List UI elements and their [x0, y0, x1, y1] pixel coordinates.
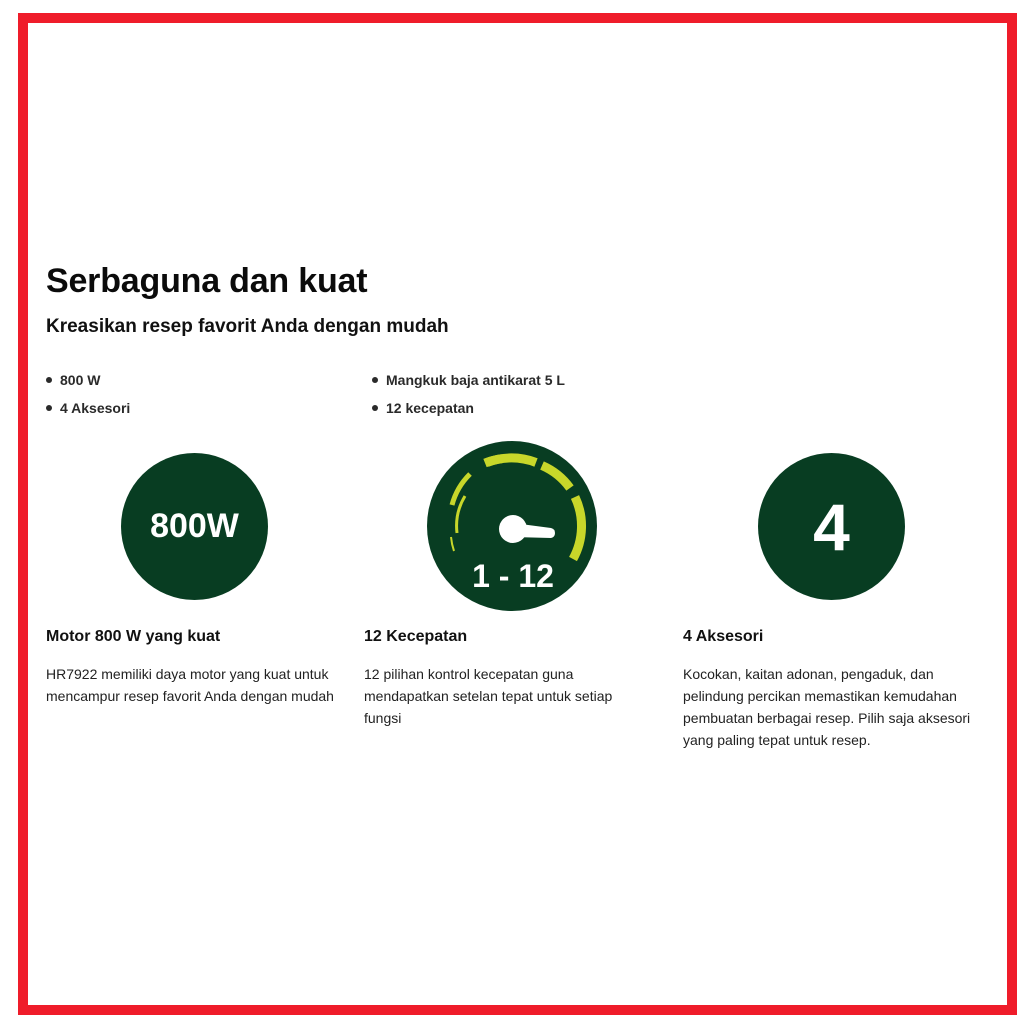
accessory-count: 4	[813, 489, 850, 564]
feature-title: Motor 800 W yang kuat	[46, 628, 221, 645]
bullet-item: 12 kecepatan	[372, 394, 565, 422]
bullet-icon	[46, 377, 52, 383]
bullet-item: 800 W	[46, 366, 130, 394]
accessory-icon	[758, 453, 905, 600]
bullet-list-right	[372, 366, 565, 422]
page-subtitle: Kreasikan resep favorit Anda dengan mudah	[46, 316, 449, 337]
feature-description: Kocokan, kaitan adonan, pengaduk, dan pelindung percikan memastikan kemudahan pembuatan berbagai resep. Pilih saja aksesori yang paling tepat untuk resep.	[683, 666, 971, 748]
feature-power	[46, 628, 346, 707]
feature-title: 4 Aksesori	[683, 628, 764, 645]
speed-label: 1 - 12	[472, 558, 554, 594]
page-title: Serbaguna dan kuat	[46, 262, 368, 300]
gauge-segment	[487, 458, 536, 463]
feature-accessories	[683, 628, 983, 751]
speed-gauge-icon	[427, 441, 597, 611]
bullet-item: Mangkuk baja antikarat 5 L	[372, 366, 565, 394]
bullet-list-left	[46, 366, 130, 422]
bullet-icon	[372, 405, 378, 411]
power-label: 800W	[150, 507, 239, 545]
feature-speed	[364, 628, 664, 729]
bullet-icon	[46, 405, 52, 411]
power-icon	[121, 453, 268, 600]
feature-description: 12 pilihan kontrol kecepatan guna mendapatkan setelan tepat untuk setiap fungsi	[364, 666, 613, 726]
feature-title: 12 Kecepatan	[364, 628, 468, 645]
bullet-item: 4 Aksesori	[46, 394, 130, 422]
bullet-icon	[372, 377, 378, 383]
feature-description: HR7922 memiliki daya motor yang kuat untuk mencampur resep favorit Anda dengan mudah	[46, 666, 334, 704]
